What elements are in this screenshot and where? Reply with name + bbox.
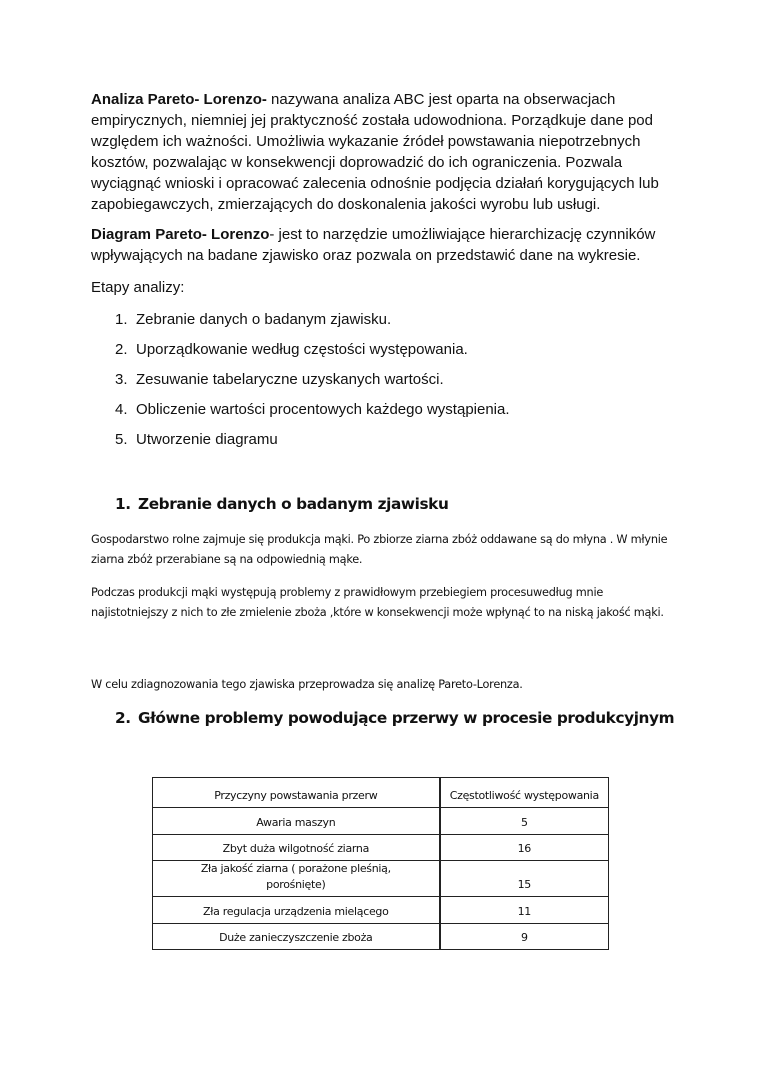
stage-text: Zesuwanie tabelaryczne uzyskanych wartości. (136, 371, 444, 388)
table-row (153, 897, 609, 924)
cell-frequency: 9 (440, 924, 609, 950)
cell-frequency: 5 (440, 808, 609, 835)
stage-item (115, 309, 510, 339)
section2-heading (115, 707, 674, 729)
section1-paragraph-3: W celu zdiagnozowania tego zjawiska przeprowadza się analizę Pareto-Lorenza. (91, 678, 523, 691)
section1-heading (115, 493, 448, 515)
header-cause: Przyczyny powstawania przerw (153, 778, 440, 808)
cell-frequency: 11 (440, 897, 609, 924)
stage-text: Utworzenie diagramu (136, 431, 278, 448)
stage-text: Uporządkowanie według częstości występowania. (136, 341, 468, 358)
intro-paragraph (91, 89, 681, 215)
stage-item (115, 399, 510, 429)
stages-list (115, 309, 510, 459)
table-row (153, 808, 609, 835)
intro-text: nazywana analiza ABC jest oparta na obserwacjach empirycznych, niemniej jej praktyczność została udowodniona. Porządkuje dane pod względem ich ważności. Umożliwia wykazanie źródeł powstawania niepotrzebnych kosztów, pozwalając w konsekwencji doprowadzić do ich ograniczenia. Pozwala wyciągnąć wnioski i opracować zalecenia odnośnie podjęcia działań korygujących lub zapobiegawczych, zmierzających do doskonalenia jakości wyrobu lub usługi. (91, 91, 659, 213)
section1-number: 1. (115, 495, 131, 513)
diagram-paragraph (91, 224, 681, 266)
cell-cause: Zła regulacja urządzenia mielącego (153, 897, 440, 924)
cell-cause: Zła jakość ziarna ( porażone pleśnią, porośnięte) (153, 861, 440, 897)
cell-frequency: 16 (440, 835, 609, 861)
stage-number: 3. (115, 371, 128, 388)
table-row (153, 861, 609, 897)
diagram-text: - jest to narzędzie umożliwiające hierarchizację czynników wpływających na badane zjawisko oraz pozwala on przedstawić dane na wykresie. (91, 226, 656, 264)
section1-title: Zebranie danych o badanym zjawisku (138, 495, 449, 513)
stage-item (115, 369, 510, 399)
table-header-row (153, 778, 609, 808)
cell-cause: Duże zanieczyszczenie zboża (153, 924, 440, 950)
table-row (153, 835, 609, 861)
section2-title: Główne problemy powodujące przerwy w procesie produkcyjnym (138, 709, 675, 727)
header-frequency: Częstotliwość występowania (440, 778, 609, 808)
stage-number: 2. (115, 341, 128, 358)
stage-item (115, 429, 510, 459)
section1-paragraph-1: Gospodarstwo rolne zajmuje się produkcja mąki. Po zbiorze ziarna zbóż oddawane są do młyna . W młynie ziarna zbóż przerabiane są na odpowiednią mąke. (91, 533, 668, 566)
cell-frequency: 15 (440, 861, 609, 897)
cell-cause: Awaria maszyn (153, 808, 440, 835)
stage-text: Zebranie danych o badanym zjawisku. (136, 311, 392, 328)
stage-number: 1. (115, 311, 128, 328)
section2-number: 2. (115, 709, 131, 727)
diagram-term: Diagram Pareto- Lorenzo (91, 226, 270, 243)
stage-number: 5. (115, 431, 128, 448)
cell-cause: Zbyt duża wilgotność ziarna (153, 835, 440, 861)
section1-paragraph-2: Podczas produkcji mąki występują problemy z prawidłowym przebiegiem procesuwedług mnie najistotniejszy z nich to złe zmielenie zboża ,które w konsekwencji może wpłynąć to na niską jakość mąki. (91, 586, 664, 619)
stage-text: Obliczenie wartości procentowych każdego wystąpienia. (136, 401, 510, 418)
causes-table (152, 777, 609, 950)
table-row (153, 924, 609, 950)
stages-label: Etapy analizy: (91, 279, 185, 296)
stage-number: 4. (115, 401, 128, 418)
intro-term: Analiza Pareto- Lorenzo- (91, 91, 267, 108)
stage-item (115, 339, 510, 369)
